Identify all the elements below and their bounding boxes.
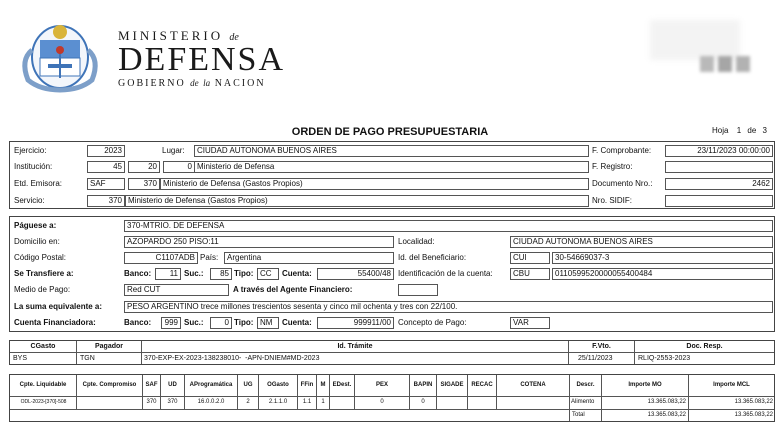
- suma-field: PESO ARGENTINO trece millones trescientos sesenta y cinco mil ochenta y tres con 22/100.: [124, 301, 773, 313]
- lugar-label: Lugar:: [162, 146, 185, 155]
- tipo-label: Tipo:: [234, 269, 254, 278]
- cell-bapin: 0: [421, 399, 425, 405]
- paguese-label: Páguese a:: [14, 221, 57, 230]
- page-current: 1: [736, 126, 742, 135]
- cell-pex: 0: [380, 399, 384, 405]
- banco2-field: 999: [161, 317, 181, 329]
- lugar-field: CIUDAD AUTONOMA BUENOS AIRES: [194, 145, 589, 157]
- cell-idtramite: 370-EXP-EX-2023-138238010- -APN-DNIEM#MD-2023: [144, 355, 320, 362]
- total-importe-mo: 13.365.083,22: [647, 412, 686, 418]
- ctafin-label: Cuenta Financiadora:: [14, 318, 96, 327]
- docnro-label: Documento Nro.:: [592, 179, 653, 188]
- suc-label: Suc.:: [184, 269, 204, 278]
- cp-field: C1107ADB: [124, 252, 198, 264]
- concepto-label: Concepto de Pago:: [398, 318, 467, 327]
- hdr-ffin: FFin: [300, 382, 314, 388]
- hdr-idtramite: Id. Trámite: [337, 343, 373, 350]
- redacted-block: [648, 20, 768, 80]
- cuenta2-field: 999911/00: [317, 317, 394, 329]
- freg-label: F. Registro:: [592, 162, 633, 171]
- cell-m: 1: [321, 399, 325, 405]
- ministry-line2: DEFENSA: [118, 41, 286, 78]
- hdr-aprog: AProgramática: [189, 382, 233, 388]
- document-title: ORDEN DE PAGO PRESUPUESTARIA: [291, 126, 489, 138]
- sidif-label: Nro. SIDIF:: [592, 196, 633, 205]
- etd-label: Etd. Emisora:: [14, 179, 63, 188]
- hdr-importe-mcl: Importe MCL: [713, 382, 750, 388]
- idcuenta-label: Identificación de la cuenta:: [398, 269, 493, 278]
- page-indicator: [712, 126, 767, 135]
- tipo2-field: NM: [257, 317, 279, 329]
- cell-ud: 370: [167, 399, 178, 405]
- fcomp-field: 23/11/2023 00:00:00: [665, 145, 773, 157]
- servicio-name: Ministerio de Defensa (Gastos Propios): [125, 195, 589, 207]
- defense-emblem-icon: [14, 20, 106, 94]
- cuenta-field: 55400/48: [317, 268, 394, 280]
- paguese-field: 370-MTRIO. DE DEFENSA: [124, 220, 773, 232]
- idbenef-label: Id. del Beneficiario:: [398, 253, 467, 262]
- hdr-fvto: F.Vto.: [592, 343, 611, 350]
- domicilio-field: AZOPARDO 250 PISO:11: [124, 236, 394, 248]
- medio-field: Red CUT: [124, 284, 229, 296]
- institucion-label: Institución:: [14, 162, 53, 171]
- tipo2-label: Tipo:: [234, 318, 254, 327]
- idbenef-field: 30-54669037-3: [552, 252, 773, 264]
- cell-pagador: TGN: [80, 355, 95, 362]
- gov-line-a: GOBIERNO: [118, 78, 186, 89]
- pais-field: Argentina: [224, 252, 394, 264]
- ejercicio-label: Ejercicio:: [14, 146, 47, 155]
- hdr-ud: UD: [168, 382, 177, 388]
- sidif-field: [665, 195, 773, 207]
- cell-ffin: 1.1: [302, 399, 312, 405]
- gov-line-la: la: [203, 78, 211, 88]
- institucion-c: 0: [163, 161, 195, 173]
- banco-field: 11: [155, 268, 181, 280]
- hdr-saf: SAF: [145, 382, 158, 388]
- medio-label: Medio de Pago:: [14, 285, 71, 294]
- hdr-bapin: BAPIN: [413, 382, 433, 388]
- cell-ogasto: 2.1.1.0: [268, 399, 288, 405]
- agente-field: [398, 284, 438, 296]
- hdr-pex: PEX: [375, 382, 388, 388]
- hdr-docresp: Doc. Resp.: [686, 343, 723, 350]
- hdr-ogasto: OGasto: [267, 382, 289, 388]
- hdr-cotena: COTENA: [520, 382, 546, 388]
- cell-ug: 2: [246, 399, 250, 405]
- idcuenta-type: CBU: [510, 268, 550, 280]
- hdr-recac: RECAC: [471, 382, 493, 388]
- cell-importe-mcl: 13.365.083,22: [734, 399, 773, 405]
- localidad-label: Localidad:: [398, 237, 435, 246]
- cell-cpte-liq: ODL-2023-[370]-508: [20, 399, 67, 405]
- idbenef-type: CUI: [510, 252, 550, 264]
- docnro-field: 2462: [665, 178, 773, 190]
- transfiere-label: Se Transfiere a:: [14, 269, 74, 278]
- page-label: Hoja: [712, 126, 729, 135]
- cuenta2-label: Cuenta:: [282, 318, 312, 327]
- gov-line-de: de: [190, 78, 199, 88]
- cell-importe-mo: 13.365.083,22: [647, 399, 686, 405]
- ministry-line1: MINISTERIO: [118, 28, 224, 43]
- etd-name: Ministerio de Defensa (Gastos Propios): [160, 178, 589, 190]
- hdr-pagador: Pagador: [94, 343, 123, 350]
- gov-line-b: NACION: [214, 78, 266, 89]
- page-total: 3: [762, 126, 767, 135]
- hdr-cpte-liq: Cpte. Liquidable: [19, 382, 67, 388]
- concepto-field: VAR: [510, 317, 550, 329]
- suc2-field: 0: [210, 317, 232, 329]
- cell-saf: 370: [146, 399, 157, 405]
- cell-aprog: 16.0.0.2.0: [197, 399, 225, 405]
- hdr-cpte-comp: Cpte. Compromiso: [82, 382, 137, 388]
- banco2-label: Banco:: [124, 318, 152, 327]
- total-importe-mcl: 13.365.083,22: [734, 412, 773, 418]
- suc-field: 85: [210, 268, 232, 280]
- cell-docresp: RLIQ-2553-2023: [638, 355, 691, 362]
- cell-descr: Alimento: [571, 399, 595, 405]
- localidad-field: CIUDAD AUTONOMA BUENOS AIRES: [510, 236, 773, 248]
- hdr-importe-mo: Importe MO: [628, 382, 662, 388]
- page-de: de: [747, 126, 757, 135]
- hdr-cgasto: CGasto: [30, 343, 56, 350]
- tipo-field: CC: [257, 268, 279, 280]
- hdr-m: M: [320, 382, 326, 388]
- hdr-edest: EDest.: [332, 382, 352, 388]
- institucion-name: Ministerio de Defensa: [194, 161, 589, 173]
- cell-fvto: 25/11/2023: [578, 355, 613, 362]
- agente-label: A través del Agente Financiero:: [233, 285, 353, 294]
- idcuenta-field: 0110599520000055400484: [552, 268, 773, 280]
- suma-label: La suma equivalente a:: [14, 302, 103, 311]
- banco-label: Banco:: [124, 269, 152, 278]
- pais-label: País:: [200, 253, 219, 262]
- domicilio-label: Domicilio en:: [14, 237, 60, 246]
- hdr-ug: UG: [243, 382, 253, 388]
- servicio-code: 370: [87, 195, 125, 207]
- freg-field: [665, 161, 773, 173]
- fcomp-label: F. Comprobante:: [592, 146, 652, 155]
- institucion-a: 45: [87, 161, 125, 173]
- cp-label: Código Postal:: [14, 253, 67, 262]
- institucion-b: 20: [128, 161, 160, 173]
- hdr-sigade: SIGADE: [440, 382, 464, 388]
- suc2-label: Suc.:: [184, 318, 204, 327]
- servicio-label: Servicio:: [14, 196, 45, 205]
- cell-cgasto: BYS: [13, 355, 28, 362]
- hdr-descr: Descr.: [576, 382, 595, 388]
- etd-b: 370: [128, 178, 160, 190]
- cuenta-label: Cuenta:: [282, 269, 312, 278]
- total-label: Total: [572, 412, 585, 418]
- ministry-wordmark: [118, 28, 298, 94]
- etd-a: SAF: [87, 178, 125, 190]
- ejercicio-field: 2023: [87, 145, 125, 157]
- ministry-de: de: [229, 32, 239, 43]
